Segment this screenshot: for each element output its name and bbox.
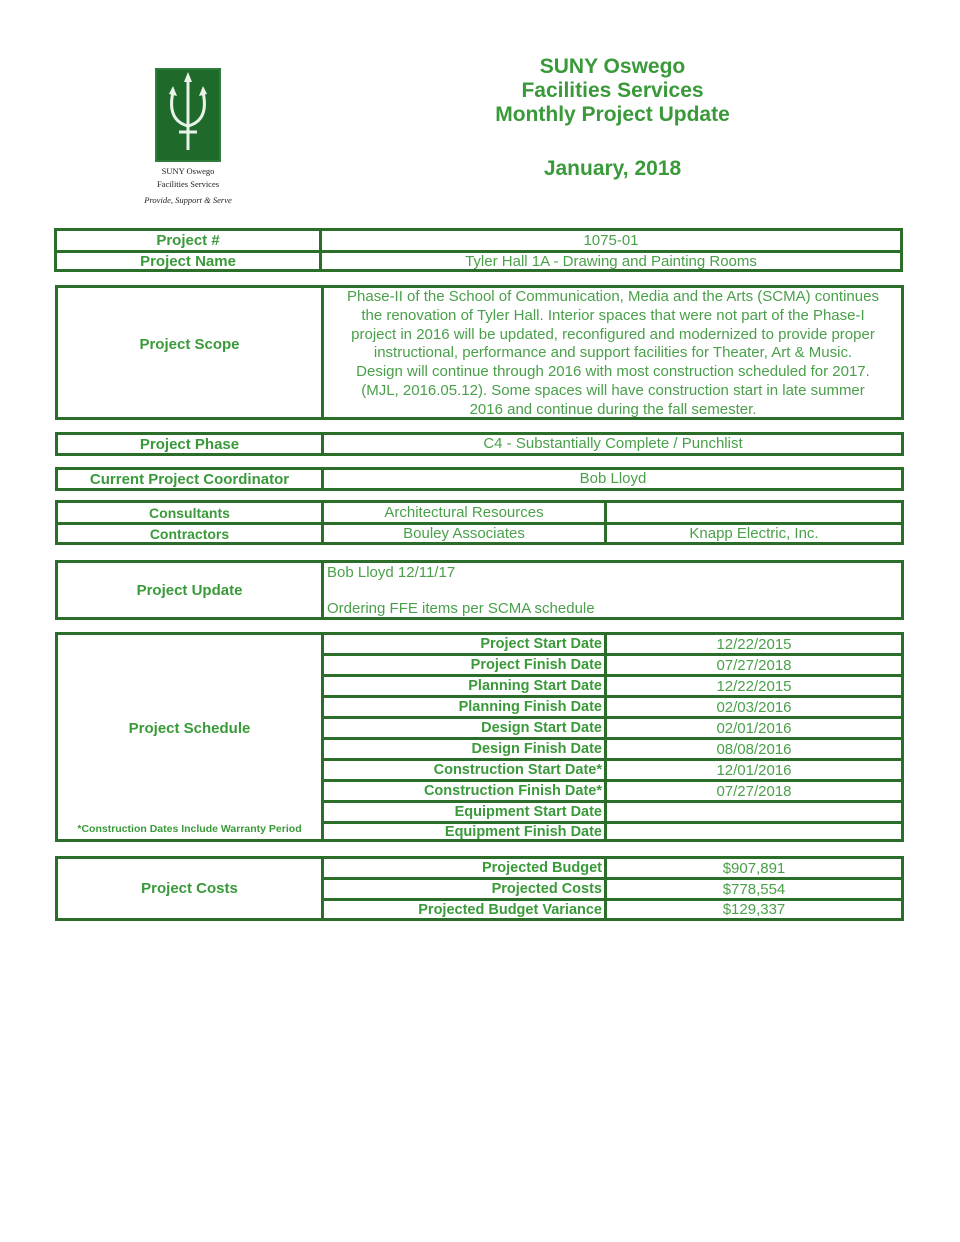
- trident-icon: [157, 70, 219, 160]
- cost-row-label: Projected Costs: [491, 881, 602, 897]
- logo-caption-1: SUNY Oswego: [161, 166, 215, 176]
- project-number-label: Project #: [156, 232, 220, 249]
- report-date: January, 2018: [543, 157, 682, 180]
- schedule-row-value: 12/01/2016: [716, 761, 792, 779]
- schedule-row-label: Design Finish Date: [471, 741, 602, 757]
- project-scope-box: [55, 285, 904, 420]
- consultant-1: Architectural Resources: [384, 504, 544, 521]
- project-scope-text: Phase-II of the School of Communication, Media and the Arts (SCMA) continues the renovation of Tyler Hall. Interior spaces that were not part of the Phase-I project in 2016 will be updated, reconfigured and modernized to provide proper instructional, performance and support facilities for Theater, Art & Music. Design will continue through 2016 with most construction scheduled for 2017. (MJL, 2016.05.12). Some spaces will have construction start in late summer 2016 and continue during the fall semester.: [347, 288, 879, 418]
- cost-row-value: $907,891: [722, 859, 786, 877]
- project-name-label: Project Name: [140, 253, 236, 270]
- project-phase-box: [55, 432, 904, 456]
- schedule-row-label: Equipment Finish Date: [444, 823, 602, 840]
- schedule-row-label: Design Start Date: [481, 720, 602, 736]
- title-line-1: SUNY Oswego: [539, 55, 686, 78]
- contractor-1: Bouley Associates: [403, 525, 525, 542]
- cost-row-label: Projected Budget Variance: [418, 901, 602, 918]
- cost-row-value: $778,554: [722, 880, 786, 898]
- schedule-row-label: Equipment Start Date: [454, 804, 602, 820]
- warranty-note: *Construction Dates Include Warranty Period: [77, 823, 302, 835]
- schedule-row-label: Planning Start Date: [468, 678, 602, 694]
- logo-caption-2: Facilities Services: [156, 179, 220, 189]
- title-line-3: Monthly Project Update: [495, 103, 730, 126]
- project-phase-label: Project Phase: [139, 435, 240, 453]
- schedule-row-label: Construction Start Date*: [433, 762, 602, 778]
- schedule-row-value: 08/08/2016: [716, 740, 792, 758]
- schedule-row-label: Project Finish Date: [470, 657, 602, 673]
- schedule-row-value: 12/22/2015: [716, 677, 792, 695]
- project-costs-label: Project Costs: [141, 880, 238, 897]
- project-update-author: Bob Lloyd 12/11/17: [327, 564, 456, 581]
- schedule-row-value: 02/03/2016: [716, 698, 792, 716]
- consultant-2: [607, 503, 901, 522]
- project-schedule-box: [55, 632, 904, 842]
- project-name: Tyler Hall 1A - Drawing and Painting Rooms: [465, 253, 757, 270]
- schedule-row-label: Planning Finish Date: [458, 699, 602, 715]
- project-id-box: [54, 228, 903, 272]
- schedule-row-value: 07/27/2018: [716, 656, 792, 674]
- schedule-row-label: Project Start Date: [480, 636, 602, 652]
- coordinator-name: Bob Lloyd: [579, 469, 647, 487]
- coordinator-label: Current Project Coordinator: [89, 470, 290, 488]
- project-number: 1075-01: [583, 232, 639, 249]
- logo-emblem: [155, 68, 221, 162]
- schedule-row-value: [607, 803, 901, 821]
- consultants-contractors-box: [55, 500, 904, 545]
- schedule-row-value: 12/22/2015: [716, 635, 792, 653]
- project-schedule-label: Project Schedule: [128, 719, 251, 737]
- cost-row-value: $129,337: [722, 901, 786, 918]
- schedule-row-label: Construction Finish Date*: [423, 783, 602, 799]
- consultants-label: Consultants: [149, 504, 230, 521]
- schedule-row-value: [607, 824, 901, 839]
- coordinator-box: [55, 467, 904, 491]
- contractor-2: Knapp Electric, Inc.: [689, 525, 819, 542]
- schedule-row-value: 07/27/2018: [716, 782, 792, 800]
- project-update-label: Project Update: [136, 581, 243, 599]
- project-phase: C4 - Substantially Complete / Punchlist: [483, 434, 743, 452]
- project-costs-box: [55, 856, 904, 921]
- contractors-label: Contractors: [149, 525, 230, 542]
- schedule-row-value: 02/01/2016: [716, 719, 792, 737]
- project-update-box: [55, 560, 904, 620]
- logo-tagline: Provide, Support & Serve: [144, 195, 232, 205]
- project-update-note: Ordering FFE items per SCMA schedule: [327, 600, 595, 617]
- project-scope-label: Project Scope: [139, 335, 240, 353]
- title-line-2: Facilities Services: [521, 79, 704, 102]
- cost-row-label: Projected Budget: [481, 860, 602, 876]
